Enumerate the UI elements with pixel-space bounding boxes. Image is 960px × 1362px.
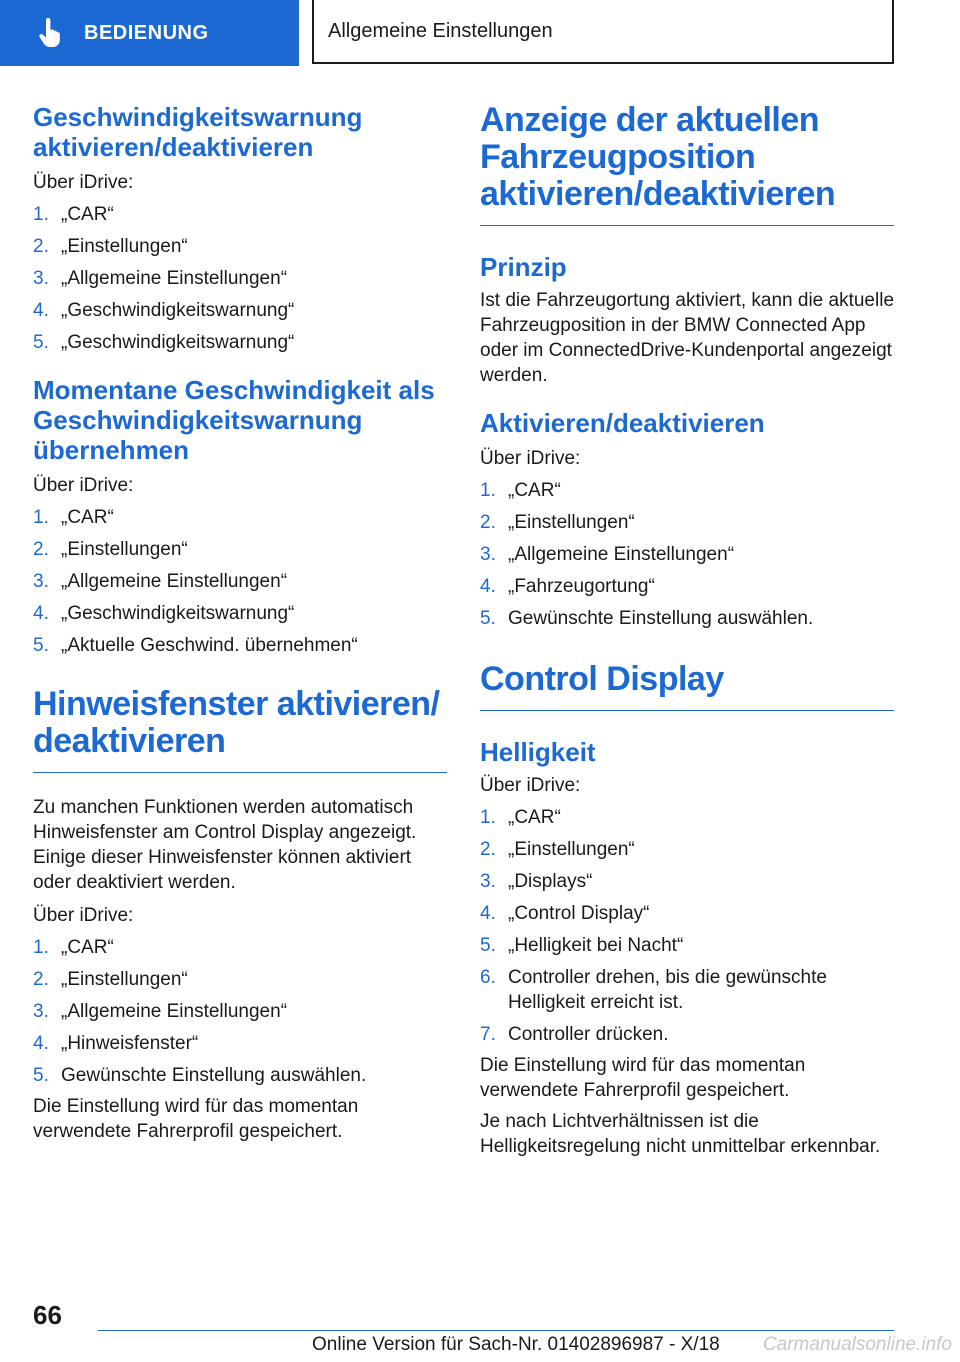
watermark: Carmanualsonline.info — [762, 1334, 952, 1355]
list-item: 3. „Allgemeine Einstellungen“ — [33, 268, 288, 289]
list-item: 2. „Einstellungen“ — [480, 512, 635, 533]
section-vehicle-position — [480, 102, 894, 226]
steps-list — [480, 805, 894, 1047]
list-item: 6. Controller drehen, bis die gewünschte Helligkeit erreicht ist. — [480, 967, 827, 1013]
list-item: 2. „Einstellungen“ — [480, 839, 635, 860]
steps-list — [480, 478, 894, 631]
list-item: 7. Controller drücken. — [480, 1024, 669, 1045]
list-item: 5. „Geschwindigkeitswarnung“ — [33, 332, 295, 353]
section-notice-windows — [33, 686, 447, 773]
body-text: Ist die Fahrzeugortung aktiviert, kann die aktuelle Fahrzeugposition in der BMW Connected App oder im ConnectedDrive-Kundenportal angezeigt werden. — [480, 290, 895, 386]
header-chapter — [312, 0, 894, 64]
hand-pointer-icon — [38, 18, 62, 48]
section-label: BEDIENUNG — [84, 21, 209, 44]
list-item: 5. Gewünschte Einstellung auswählen. — [33, 1065, 367, 1086]
list-item: 2. „Einstellungen“ — [33, 539, 188, 560]
heading-current-speed: Momentane Geschwindigkeit als Geschwindigkeitswarnung übernehmen — [33, 375, 435, 465]
heading-activate: Aktivieren/deaktivieren — [480, 408, 765, 438]
list-item: 5. Gewünschte Einstellung auswählen. — [480, 608, 814, 629]
list-item: 2. „Einstellungen“ — [33, 969, 188, 990]
list-item: 4. „Fahrzeugortung“ — [480, 576, 655, 597]
intro-text: Über iDrive: — [33, 475, 134, 496]
list-item: 1. „CAR“ — [480, 807, 561, 828]
list-item: 4. „Geschwindigkeitswarnung“ — [33, 300, 295, 321]
list-item: 1. „CAR“ — [33, 204, 114, 225]
heading-brightness: Helligkeit — [480, 737, 596, 767]
steps-list — [33, 505, 447, 658]
list-item: 3. „Allgemeine Einstellungen“ — [480, 544, 735, 565]
heading-notice-windows: Hinweisfenster aktivieren/ deaktivieren — [33, 685, 440, 760]
list-item: 3. „Allgemeine Einstellungen“ — [33, 1001, 288, 1022]
header-section-tab — [0, 0, 299, 66]
page-number: 66 — [33, 1300, 62, 1330]
list-item: 4. „Control Display“ — [480, 903, 650, 924]
intro-text: Über iDrive: — [33, 172, 134, 193]
list-item: 2. „Einstellungen“ — [33, 236, 188, 257]
list-item: 5. „Aktuelle Geschwind. übernehmen“ — [33, 635, 358, 656]
note-text: Je nach Lichtverhältnissen ist die Helligkeitsregelung nicht unmittelbar erkennbar. — [480, 1111, 881, 1157]
list-item: 4. „Geschwindigkeitswarnung“ — [33, 603, 295, 624]
section-control-display — [480, 661, 894, 711]
heading-speed-warning: Geschwindigkeitswarnung aktivieren/deaktivieren — [33, 102, 363, 162]
right-column — [480, 102, 894, 1159]
footer-divider — [98, 1330, 894, 1331]
list-item: 1. „CAR“ — [33, 937, 114, 958]
intro-text: Über iDrive: — [33, 905, 134, 926]
list-item: 3. „Allgemeine Einstellungen“ — [33, 571, 288, 592]
steps-list — [33, 202, 447, 355]
intro-text: Über iDrive: — [480, 448, 581, 469]
list-item: 5. „Helligkeit bei Nacht“ — [480, 935, 684, 956]
note-text: Die Einstellung wird für das momentan verwendete Fahrerprofil gespeichert. — [480, 1055, 806, 1101]
steps-list — [33, 935, 447, 1088]
note-text: Die Einstellung wird für das momentan verwendete Fahrerprofil gespeichert. — [33, 1096, 359, 1142]
body-text: Zu manchen Funktionen werden automatisch Hinweisfenster am Control Display angezeigt. Einige dieser Hinweisfenster können aktiviert oder deaktiviert werden. — [33, 797, 417, 893]
footer-version: Online Version für Sach-Nr. 01402896987 - X/18 — [312, 1334, 720, 1355]
list-item: 4. „Hinweisfenster“ — [33, 1033, 199, 1054]
list-item: 1. „CAR“ — [33, 507, 114, 528]
intro-text: Über iDrive: — [480, 775, 581, 796]
heading-control-display: Control Display — [480, 660, 724, 698]
list-item: 1. „CAR“ — [480, 480, 561, 501]
chapter-title: Allgemeine Einstellungen — [328, 19, 553, 42]
left-column — [33, 102, 447, 1144]
heading-principle: Prinzip — [480, 252, 567, 282]
heading-vehicle-position: Anzeige der aktuellen Fahrzeugposition aktivieren/deaktivieren — [480, 101, 836, 213]
list-item: 3. „Displays“ — [480, 871, 593, 892]
